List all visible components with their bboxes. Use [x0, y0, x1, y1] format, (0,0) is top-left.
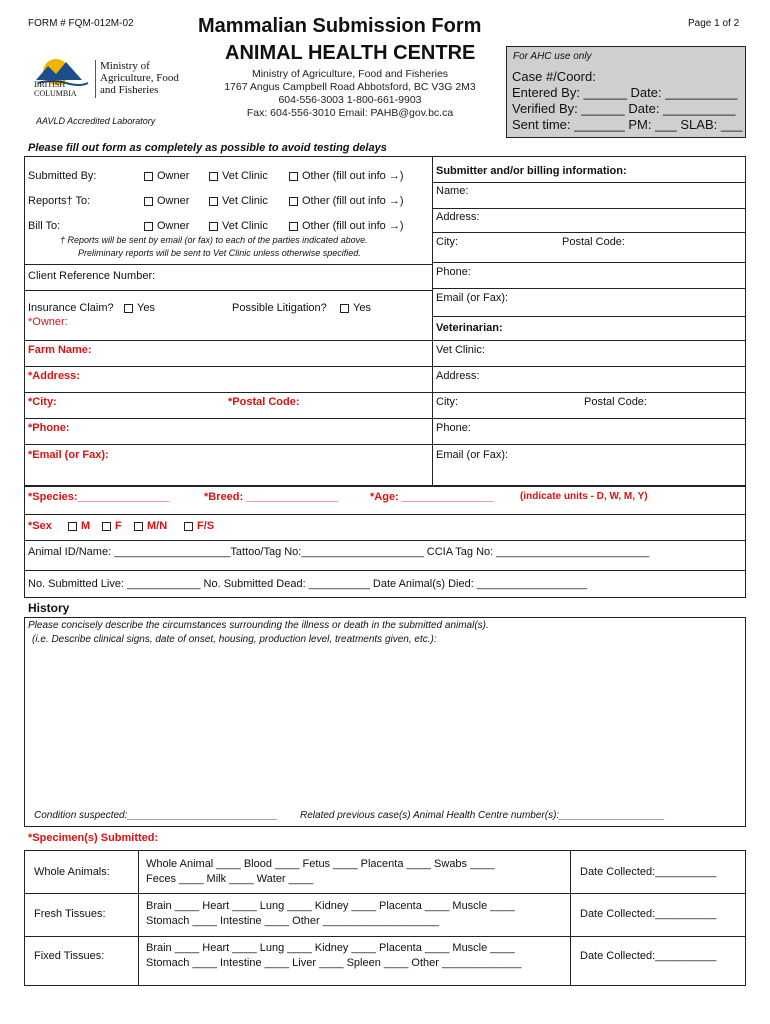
- bill-to-owner[interactable]: Owner: [144, 220, 189, 232]
- submitted-by-label: Submitted By:: [28, 170, 97, 182]
- ahc-verified[interactable]: Verified By: ______ Date: __________: [512, 101, 736, 116]
- history-textarea[interactable]: [24, 617, 746, 827]
- instruction-text: Please fill out form as completely as possible to avoid testing delays: [28, 142, 387, 154]
- history-desc-1: Please concisely describe the circumstances surrounding the illness or death in the submitted animal(s).: [28, 620, 489, 631]
- submitter-heading: Submitter and/or billing information:: [436, 165, 627, 177]
- page-number: Page 1 of 2: [688, 18, 740, 29]
- spec-date-whole[interactable]: Date Collected:__________: [580, 866, 717, 878]
- history-heading: History: [28, 601, 70, 615]
- specimens-heading: *Specimen(s) Submitted:: [28, 832, 159, 844]
- breed-field[interactable]: *Breed: _______________: [204, 491, 338, 503]
- sex-label: *Sex: [28, 520, 52, 532]
- sex-mn-checkbox[interactable]: M/N: [134, 520, 167, 532]
- sex-f-checkbox[interactable]: F: [102, 520, 122, 532]
- bill-to-vet[interactable]: Vet Clinic: [209, 220, 268, 232]
- submitter-postal-field[interactable]: Postal Code:: [562, 236, 625, 248]
- vet-clinic-field[interactable]: Vet Clinic:: [436, 344, 485, 356]
- spec-items-whole-2[interactable]: Feces ____ Milk ____ Water ____: [146, 873, 314, 885]
- spec-items-fresh-2[interactable]: Stomach ____ Intestine ____ Other ___________________: [146, 915, 439, 927]
- submitted-by-owner[interactable]: Owner: [144, 170, 189, 182]
- litigation-label: Possible Litigation?: [232, 302, 327, 314]
- vet-postal-field[interactable]: Postal Code:: [584, 396, 647, 408]
- report-note-1: † Reports will be sent by email (or fax) to each of the parties indicated above.: [60, 235, 368, 245]
- animal-id-row[interactable]: Animal ID/Name: ___________________Tattoo/Tag No:____________________ CCIA Tag No: _________________________: [28, 546, 650, 558]
- submitter-city-field[interactable]: City:: [436, 236, 458, 248]
- owner-city-field[interactable]: *City:: [28, 396, 57, 408]
- species-field[interactable]: *Species:_______________: [28, 491, 170, 503]
- insurance-yes-checkbox[interactable]: Yes: [124, 302, 155, 314]
- contact-block: Ministry of Agriculture, Food and Fisheries 1767 Angus Campbell Road Abbotsford, BC V3G 2M3 604-556-3003 1-800-661-9903 Fax: 604-556-3010 Email: PAHB@gov.bc.ca: [224, 68, 476, 119]
- accredited-label: AAVLD Accredited Laboratory: [36, 116, 156, 126]
- spec-items-whole-1[interactable]: Whole Animal ____ Blood ____ Fetus ____ Placenta ____ Swabs ____: [146, 858, 495, 870]
- submitter-address-field[interactable]: Address:: [436, 211, 480, 223]
- spec-label-whole: Whole Animals:: [34, 866, 110, 878]
- report-note-2: Preliminary reports will be sent to Vet Clinic unless otherwise specified.: [78, 248, 361, 258]
- form-title: Mammalian Submission Form: [198, 15, 482, 37]
- farm-name-field[interactable]: Farm Name:: [28, 344, 92, 356]
- ahc-entered[interactable]: Entered By: ______ Date: __________: [512, 85, 738, 100]
- submitter-phone-field[interactable]: Phone:: [436, 266, 471, 278]
- veterinarian-heading: Veterinarian:: [436, 322, 503, 334]
- insurance-claim-label: Insurance Claim?: [28, 302, 114, 314]
- sex-m-checkbox[interactable]: M: [68, 520, 90, 532]
- submitter-name-field[interactable]: Name:: [436, 185, 469, 197]
- bill-to-other[interactable]: Other (fill out info →): [289, 220, 403, 232]
- logo-ministry: Ministry of Agriculture, Food and Fisheries: [100, 60, 179, 96]
- owner-email-field[interactable]: *Email (or Fax):: [28, 449, 109, 461]
- spec-items-fixed-1[interactable]: Brain ____ Heart ____ Lung ____ Kidney ____ Placenta ____ Muscle ____: [146, 942, 515, 954]
- spec-date-fresh[interactable]: Date Collected:__________: [580, 908, 717, 920]
- history-desc-2: (i.e. Describe clinical signs, date of onset, housing, production level, treatments given, etc.):: [32, 634, 437, 645]
- submitter-email-field[interactable]: Email (or Fax):: [436, 292, 509, 304]
- litigation-yes-checkbox[interactable]: Yes: [340, 302, 371, 314]
- vet-phone-field[interactable]: Phone:: [436, 422, 471, 434]
- vet-email-field[interactable]: Email (or Fax):: [436, 449, 509, 461]
- spec-label-fresh: Fresh Tissues:: [34, 908, 106, 920]
- age-field[interactable]: *Age: _______________: [370, 491, 494, 503]
- age-units-hint: (indicate units - D, W, M, Y): [520, 491, 648, 502]
- ahc-case[interactable]: Case #/Coord:: [512, 69, 596, 84]
- vet-city-field[interactable]: City:: [436, 396, 458, 408]
- owner-address-field[interactable]: *Address:: [28, 370, 80, 382]
- owner-postal-field[interactable]: *Postal Code:: [228, 396, 300, 408]
- spec-items-fresh-1[interactable]: Brain ____ Heart ____ Lung ____ Kidney ____ Placenta ____ Muscle ____: [146, 900, 515, 912]
- bill-to-label: Bill To:: [28, 220, 61, 232]
- client-ref-field[interactable]: Client Reference Number:: [28, 270, 156, 282]
- form-number: FORM # FQM-012M-02: [28, 18, 134, 29]
- spec-date-fixed[interactable]: Date Collected:__________: [580, 950, 717, 962]
- sex-fs-checkbox[interactable]: F/S: [184, 520, 214, 532]
- spec-label-fixed: Fixed Tissues:: [34, 950, 105, 962]
- submitted-by-other[interactable]: Other (fill out info →): [289, 170, 403, 182]
- reports-to-other[interactable]: Other (fill out info →): [289, 195, 403, 207]
- ahc-sent[interactable]: Sent time: _______ PM: ___ SLAB: ___: [512, 117, 743, 132]
- animal-counts-row[interactable]: No. Submitted Live: ____________ No. Submitted Dead: __________ Date Animal(s) Died: __________________: [28, 578, 587, 590]
- owner-label: *Owner:: [28, 316, 68, 328]
- form-subtitle: ANIMAL HEALTH CENTRE: [225, 42, 476, 64]
- reports-to-vet[interactable]: Vet Clinic: [209, 195, 268, 207]
- submitted-by-vet[interactable]: Vet Clinic: [209, 170, 268, 182]
- logo-bc-text: BRITISH COLUMBIA: [34, 80, 77, 98]
- ahc-use-box: For AHC use only Case #/Coord: Entered By: ______ Date: __________ Verified By: ______ Date: __________ Sent time: _______ PM: ___ SLAB: ___: [506, 46, 746, 138]
- reports-to-owner[interactable]: Owner: [144, 195, 189, 207]
- previous-cases-field[interactable]: Related previous case(s) Animal Health Centre number(s):___________________: [300, 810, 665, 821]
- reports-to-label: Reports† To:: [28, 195, 91, 207]
- spec-items-fixed-2[interactable]: Stomach ____ Intestine ____ Liver ____ Spleen ____ Other _____________: [146, 957, 522, 969]
- owner-phone-field[interactable]: *Phone:: [28, 422, 70, 434]
- condition-suspected-field[interactable]: Condition suspected:___________________________: [34, 810, 278, 821]
- vet-address-field[interactable]: Address:: [436, 370, 480, 382]
